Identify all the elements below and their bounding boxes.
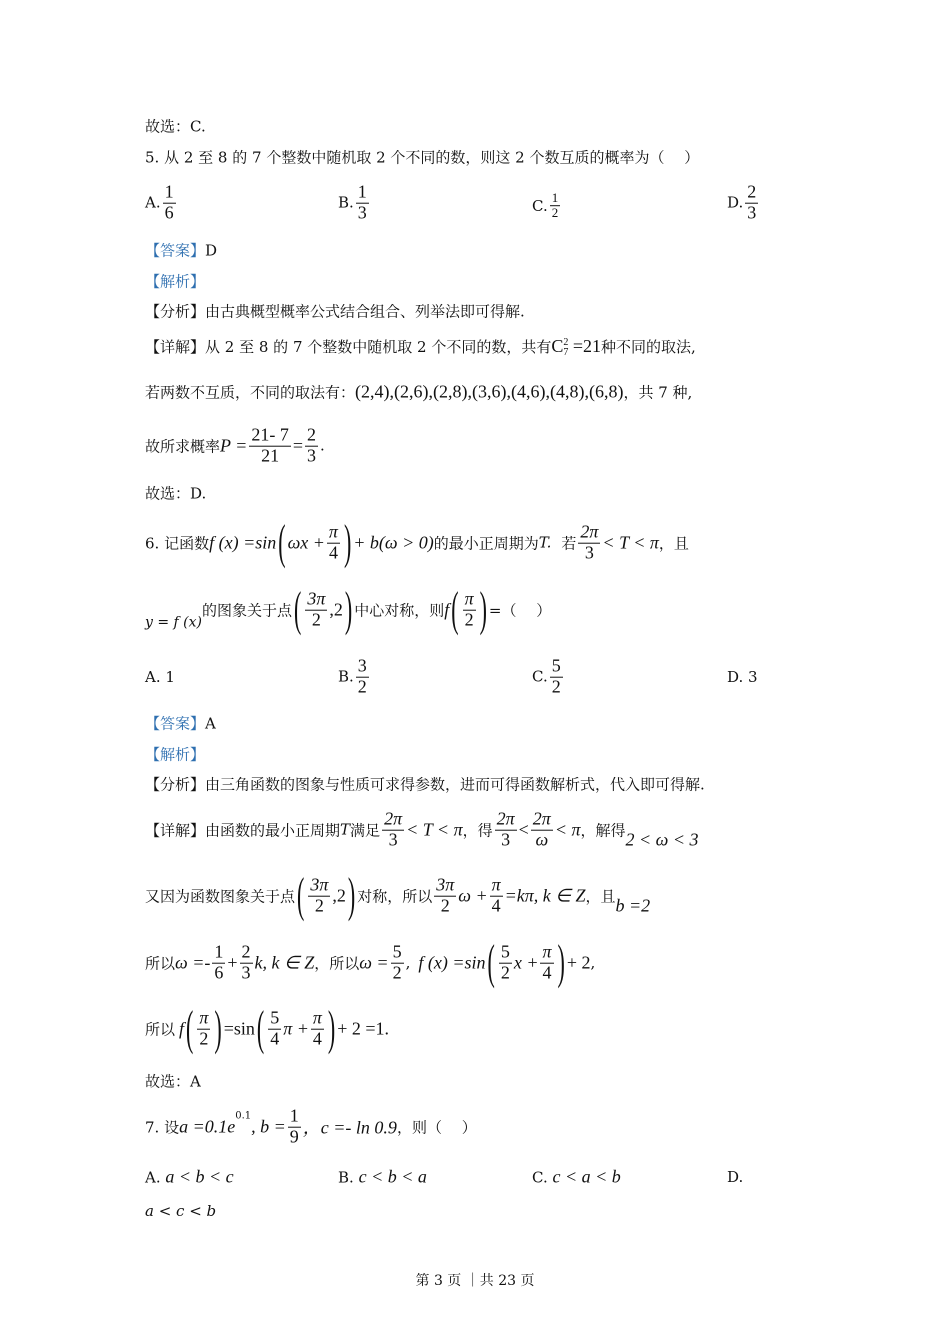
denominator: 3 bbox=[307, 445, 316, 466]
numerator: 2π bbox=[496, 808, 515, 829]
text: 若 bbox=[561, 534, 577, 553]
math: ωx + bbox=[287, 532, 325, 553]
text: ，共 7 种, bbox=[623, 383, 693, 402]
fraction bbox=[305, 590, 327, 631]
fraction bbox=[495, 810, 517, 851]
paren: ) bbox=[343, 514, 352, 570]
fraction bbox=[550, 657, 563, 698]
numerator: π bbox=[328, 521, 338, 542]
math: + b(ω > 0) bbox=[353, 532, 434, 553]
math: T. bbox=[538, 534, 552, 552]
fraction bbox=[197, 1009, 210, 1050]
answer-tag: 【答案】 bbox=[145, 714, 206, 733]
denominator: 4 bbox=[491, 895, 501, 916]
text: 种不同的取法, bbox=[601, 338, 696, 357]
detail-tag: 【详解】 bbox=[145, 338, 206, 357]
fraction bbox=[550, 191, 561, 221]
question-5: 5. 从 2 至 8 的 7 个整数中随机取 2 个不同的数，则这 2 个数互质的概率为（ ） bbox=[145, 148, 700, 167]
analysis-text: 由古典概型概率公式结合组合、列举法即可得解. bbox=[205, 302, 525, 321]
math: < bbox=[518, 819, 529, 840]
math: f (x) =sin bbox=[418, 952, 486, 973]
denominator: 4 bbox=[542, 962, 552, 983]
math: k, k ∈ Z bbox=[254, 952, 315, 973]
fraction bbox=[356, 657, 369, 698]
answer-tag: 【答案】 bbox=[145, 241, 206, 260]
option-label: C. bbox=[532, 197, 548, 215]
detail-line bbox=[145, 382, 692, 403]
option-label: D. bbox=[727, 1168, 744, 1186]
text: 的最小正周期为 bbox=[433, 534, 539, 553]
paren: ) bbox=[347, 867, 356, 923]
option-c bbox=[532, 657, 565, 698]
denominator: 2 bbox=[464, 609, 474, 630]
detail-line: 所以 ω =- $\frac{1}{6}$ + $\frac{2}{3}$ k, k ∈ Z ，所以 ω = $\frac{5}{2}$ , f (x) =sin ( $\frac{5}{2}$ x + $\frac{\pi}{4}$ ) + 2 , bbox=[145, 943, 595, 984]
denominator: 3 bbox=[584, 542, 594, 563]
superscript: 2 bbox=[563, 336, 569, 348]
text: 中心对称，则 bbox=[354, 601, 445, 620]
analysis-text: 由三角函数的图象与性质可求得参数，进而可得函数解析式，代入即可得解. bbox=[205, 775, 705, 794]
text: 6. 记函数 bbox=[145, 534, 210, 553]
math: ，c =- ln 0.9 bbox=[302, 1118, 397, 1138]
fraction bbox=[212, 943, 225, 984]
numerator: 21- 7 bbox=[251, 424, 289, 445]
math: ω = bbox=[359, 952, 389, 973]
option-label: B. bbox=[338, 194, 354, 212]
math: P = bbox=[220, 435, 248, 456]
numerator: π bbox=[312, 1007, 322, 1028]
fraction bbox=[327, 523, 340, 564]
detail-line bbox=[145, 336, 696, 358]
paren: ( bbox=[487, 934, 495, 990]
math: < π bbox=[554, 819, 581, 840]
fraction bbox=[305, 426, 318, 467]
subscript: 7 bbox=[563, 346, 569, 358]
denominator: 3 bbox=[388, 829, 398, 850]
option-label: A. bbox=[145, 194, 161, 212]
option-d bbox=[727, 183, 760, 224]
paren: ( bbox=[186, 1000, 194, 1056]
denominator: 2 bbox=[500, 962, 510, 983]
text: 又因为函数图象关于点 bbox=[145, 887, 296, 906]
fraction bbox=[163, 183, 176, 224]
denominator: 2 bbox=[551, 205, 559, 221]
option-d bbox=[727, 1168, 743, 1186]
option-value: c < a < b bbox=[552, 1166, 621, 1187]
denominator: 21 bbox=[261, 445, 280, 466]
text-line: 故选：D. bbox=[145, 484, 207, 503]
detail-line bbox=[145, 1000, 390, 1056]
denominator: 6 bbox=[164, 202, 174, 223]
text: 从 2 至 8 的 7 个整数中随机取 2 个不同的数，共有 bbox=[205, 338, 552, 357]
option-a bbox=[145, 183, 178, 224]
detail-line bbox=[145, 426, 325, 467]
fraction bbox=[745, 183, 758, 224]
text: 由函数的最小正周期 bbox=[205, 821, 341, 840]
text: ，且 bbox=[585, 887, 616, 906]
numerator: 2 bbox=[307, 424, 316, 445]
paren: ) bbox=[557, 934, 565, 990]
math: π + bbox=[283, 1018, 309, 1039]
analysis-line bbox=[145, 301, 525, 322]
numerator: 2 bbox=[241, 941, 251, 962]
option-value: a < b < c bbox=[165, 1166, 234, 1187]
question-6 bbox=[145, 514, 689, 570]
option-value: 1 bbox=[165, 668, 175, 686]
denominator: ω bbox=[535, 829, 549, 850]
math: + 2 =1. bbox=[337, 1018, 390, 1039]
jiexi-tag: 【解析】 bbox=[145, 745, 206, 764]
fraction bbox=[434, 876, 456, 917]
answer-value: D bbox=[205, 241, 218, 259]
fraction bbox=[540, 943, 553, 984]
numerator: 2 bbox=[747, 181, 757, 202]
superscript: 0.1 bbox=[235, 1110, 252, 1122]
numerator: 1 bbox=[164, 181, 174, 202]
numerator: 3π bbox=[307, 588, 326, 609]
numerator: 5 bbox=[392, 941, 402, 962]
fraction bbox=[578, 523, 600, 564]
denominator: 4 bbox=[312, 1028, 322, 1049]
option-c bbox=[532, 191, 562, 221]
option-label: A. bbox=[145, 668, 161, 686]
numerator: 1 bbox=[214, 941, 224, 962]
fraction bbox=[463, 590, 476, 631]
math bbox=[551, 336, 601, 358]
numerator: 3π bbox=[436, 874, 455, 895]
text: 所以 bbox=[145, 1020, 176, 1039]
math: ,2 bbox=[332, 885, 346, 906]
text: 对称，所以 bbox=[357, 887, 433, 906]
numerator: 3π bbox=[310, 874, 329, 895]
math: T bbox=[340, 821, 351, 839]
denominator: 4 bbox=[328, 542, 338, 563]
numerator: π bbox=[491, 874, 501, 895]
text: 所以 bbox=[145, 954, 176, 973]
numerator: π bbox=[542, 941, 552, 962]
fraction bbox=[288, 1107, 301, 1148]
option-b bbox=[338, 657, 371, 698]
math: < T < π bbox=[602, 532, 659, 553]
numerator: 5 bbox=[500, 941, 510, 962]
paren: ( bbox=[278, 514, 286, 570]
math: C bbox=[551, 336, 564, 357]
math: =kπ, k ∈ Z bbox=[504, 885, 586, 906]
math: f bbox=[179, 1018, 185, 1039]
option-label: D. bbox=[727, 194, 744, 212]
fraction bbox=[490, 876, 503, 917]
option-b bbox=[338, 1167, 427, 1188]
math: b =2 bbox=[615, 895, 651, 916]
denominator: 3 bbox=[357, 202, 367, 223]
numerator: 2π bbox=[580, 521, 599, 542]
math: = bbox=[292, 435, 303, 456]
answer-line bbox=[145, 713, 216, 734]
math: + bbox=[227, 952, 238, 973]
denominator: 2 bbox=[551, 676, 561, 697]
answer-value: A bbox=[205, 714, 216, 732]
math: x + bbox=[513, 952, 539, 973]
fraction bbox=[311, 1009, 324, 1050]
text: 满足 bbox=[350, 821, 381, 840]
denominator: 6 bbox=[214, 962, 224, 983]
denominator: 3 bbox=[747, 202, 757, 223]
paren: ( bbox=[256, 1000, 265, 1056]
option-label: C. bbox=[532, 668, 548, 686]
denominator: 2 bbox=[199, 1028, 209, 1049]
denominator: 9 bbox=[289, 1126, 299, 1147]
numerator: 2π bbox=[532, 808, 551, 829]
fraction bbox=[531, 810, 553, 851]
denominator: 4 bbox=[270, 1028, 280, 1049]
option-value: a < c < b bbox=[145, 1202, 217, 1220]
math: + 2 bbox=[566, 952, 591, 973]
paren: ( bbox=[451, 581, 459, 637]
option-b bbox=[338, 183, 371, 224]
denominator: 2 bbox=[311, 609, 321, 630]
option-label: B. bbox=[338, 668, 354, 686]
fraction bbox=[240, 943, 253, 984]
text: 的图象关于点 bbox=[202, 601, 293, 620]
question-6-cont bbox=[145, 581, 552, 637]
numerator: π bbox=[199, 1007, 209, 1028]
denominator: 3 bbox=[241, 962, 251, 983]
text-line: 故选：A bbox=[145, 1072, 201, 1091]
detail-line bbox=[145, 810, 699, 851]
denominator: 3 bbox=[501, 829, 511, 850]
analysis-tag: 【分析】 bbox=[145, 775, 206, 794]
paren: ) bbox=[479, 581, 487, 637]
paren: ) bbox=[344, 581, 353, 637]
paren: ) bbox=[327, 1000, 336, 1056]
math: < T < π bbox=[406, 819, 463, 840]
math: f (x) =sin bbox=[209, 532, 277, 553]
paren: ( bbox=[294, 581, 302, 637]
option-label: D. bbox=[727, 668, 744, 686]
option-value: c < b < a bbox=[358, 1166, 427, 1187]
numerator: 3 bbox=[357, 655, 367, 676]
math: (2,4),(2,6),(2,8),(3,6),(4,6),(4,8),(6,8) bbox=[355, 381, 624, 402]
math: , b = bbox=[251, 1116, 286, 1137]
text: ，解得 bbox=[580, 821, 626, 840]
option-label: C. bbox=[532, 1168, 548, 1186]
denominator: 2 bbox=[314, 895, 324, 916]
analysis-line bbox=[145, 774, 705, 795]
denominator: 2 bbox=[392, 962, 402, 983]
fraction bbox=[391, 943, 404, 984]
denominator: 2 bbox=[440, 895, 450, 916]
option-a bbox=[145, 1167, 234, 1188]
math: ω =- bbox=[175, 952, 211, 973]
text: ，得 bbox=[462, 821, 493, 840]
fraction bbox=[356, 183, 369, 224]
math: 2 < ω < 3 bbox=[625, 829, 699, 850]
option-value: 3 bbox=[748, 668, 758, 686]
text: 7. 设 bbox=[145, 1118, 180, 1137]
math: f bbox=[444, 599, 450, 620]
option-label: A. bbox=[145, 1168, 161, 1186]
detail-tag: 【详解】 bbox=[145, 821, 206, 840]
text: ，则（ ） bbox=[396, 1118, 477, 1137]
numerator: 2π bbox=[384, 808, 403, 829]
numerator: 1 bbox=[289, 1105, 299, 1126]
text: ，且 bbox=[658, 534, 689, 553]
option-d bbox=[727, 668, 758, 686]
fraction bbox=[499, 943, 512, 984]
fraction bbox=[249, 426, 291, 467]
text: 故所求概率 bbox=[145, 437, 221, 456]
page-footer: 第 3 页 ｜共 23 页 bbox=[415, 1273, 535, 1289]
text-line: 故选：C. bbox=[145, 117, 206, 136]
detail-line bbox=[145, 867, 651, 923]
math: =21 bbox=[568, 336, 602, 357]
denominator: 2 bbox=[357, 676, 367, 697]
fraction bbox=[308, 876, 330, 917]
numerator: 1 bbox=[357, 181, 367, 202]
text: 若两数不互质，不同的取法有： bbox=[145, 383, 356, 402]
math: a =0.1e bbox=[179, 1116, 236, 1137]
option-d-value bbox=[145, 1202, 216, 1220]
text: =（ ） bbox=[488, 601, 552, 620]
numerator: π bbox=[464, 588, 474, 609]
math: =sin bbox=[223, 1018, 255, 1039]
numerator: 5 bbox=[270, 1007, 280, 1028]
option-c bbox=[532, 1167, 621, 1188]
math: ω + bbox=[458, 885, 488, 906]
numerator: 5 bbox=[551, 655, 561, 676]
math: y = f (x) bbox=[145, 614, 202, 631]
answer-line bbox=[145, 240, 217, 261]
fraction bbox=[382, 810, 404, 851]
option-label: B. bbox=[338, 1168, 354, 1186]
option-a bbox=[145, 668, 175, 686]
analysis-tag: 【分析】 bbox=[145, 302, 206, 321]
jiexi-tag: 【解析】 bbox=[145, 272, 206, 291]
paren: ( bbox=[297, 867, 305, 923]
question-7 bbox=[145, 1107, 477, 1148]
numerator: 1 bbox=[551, 190, 559, 206]
paren: ) bbox=[214, 1000, 222, 1056]
fraction bbox=[268, 1009, 281, 1050]
math: ,2 bbox=[329, 599, 343, 620]
text: . bbox=[320, 437, 325, 455]
text: ，所以 bbox=[314, 954, 360, 973]
